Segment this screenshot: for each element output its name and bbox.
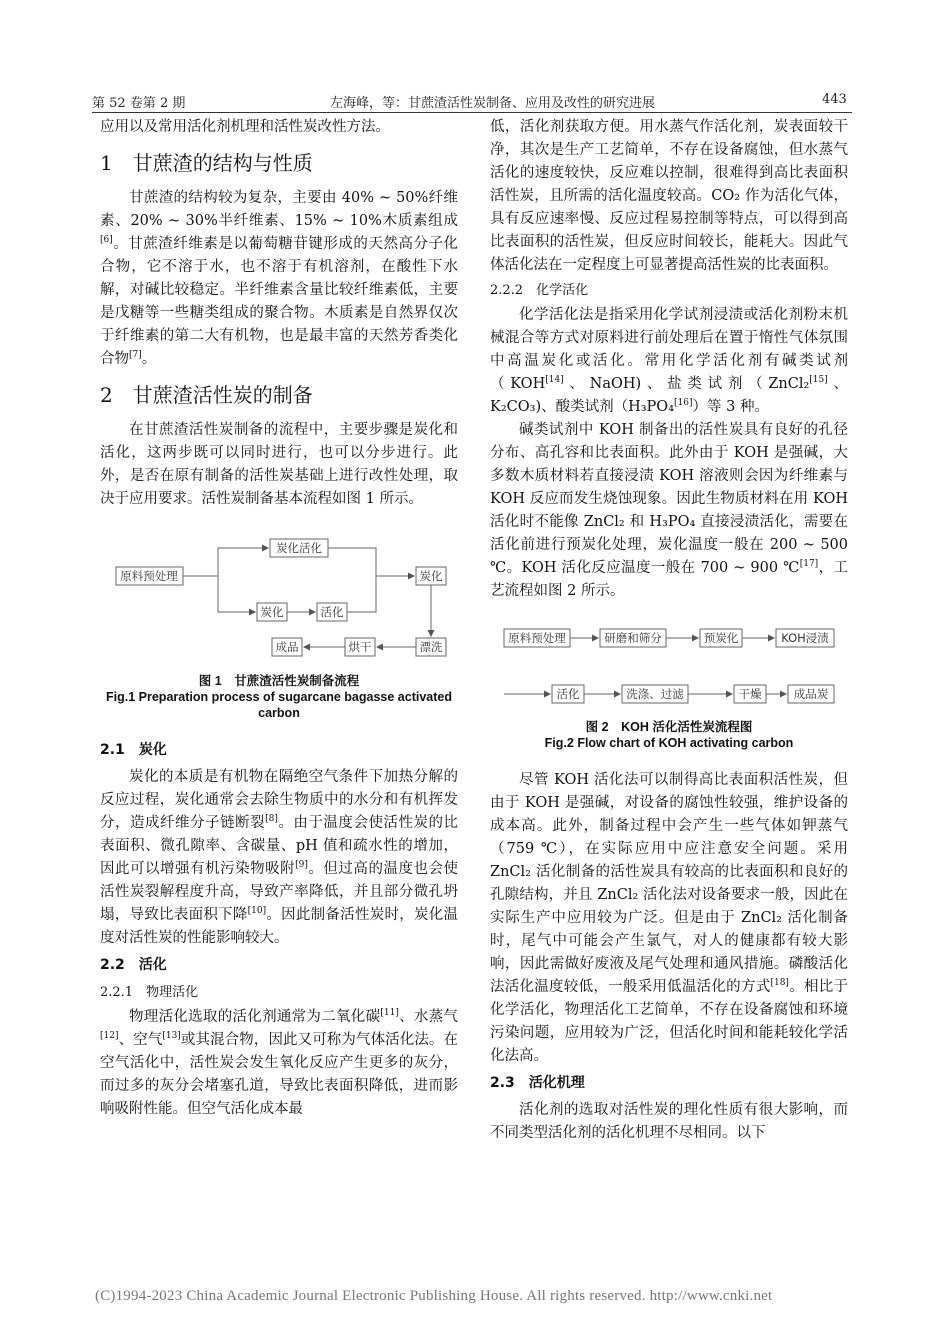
fig2-flowchart xyxy=(490,619,848,719)
right-column xyxy=(490,116,848,1145)
fig2-label-raw: 原料预处理 xyxy=(508,631,566,645)
section-2-2-1-title: 2.2.1 物理活化 xyxy=(100,985,199,1000)
fig2-label-act: 活化 xyxy=(556,687,580,701)
s2-paragraph: 在甘蔗渣活性炭制备的流程中，主要步骤是炭化和活化，这两步既可以同时进行，也可以分步进行。此外，是否在原有制备的活性炭基础上进行改性处理，取决于应用要求。活性炭制备基本流程如图 1 所示。 xyxy=(100,422,458,507)
s21-paragraph: 炭化的本质是有机物在隔绝空气条件下加热分解的反应过程，炭化通常会去除生物质中的水分和有机挥发分，造成纤维分子链断裂[8]。由于温度会使活性炭的比表面积、微孔隙率、含碳量、pH 值和疏水性的增加，因此可以增强有机污染物吸附[9]。但过高的温度也会使活性炭裂解程度升高，导致产率降低，并且部分微孔坍塌，导致比表面积下降[10]。因此制备活性炭时，炭化温度对活性炭的性能影响较大。 xyxy=(100,769,459,946)
fig2-label-precarb: 预炭化 xyxy=(703,631,739,645)
fig2-label-wash: 洗涤、过滤 xyxy=(626,687,684,701)
s1-paragraph: 甘蔗渣的结构较为复杂，主要由 40% ~ 50%纤维素、20% ~ 30%半纤维素、15% ~ 10%木质素组成[6]。甘蔗渣纤维素是以葡萄糖苷键形成的天然高分子化合物，它不溶于水，也不溶于有机溶剂，在酸性下水解，对碱比较稳定。半纤维素含量比较纤维素低，主要是戊糖等一些糖类组成的聚合物。木质素是自然界仅次于纤维素的第二大有机物，也是最丰富的天然芳香类化合物[7]。 xyxy=(100,190,458,367)
journal-info: 第 52 卷第 2 期 xyxy=(92,96,186,111)
running-title: 左海峰，等：甘蔗渣活性炭制备、应用及改性的研究进展 xyxy=(330,96,656,111)
section-2-3-title: 2.3 活化机理 xyxy=(490,1075,585,1091)
intro-line: 应用以及常用活化剂机理和活性炭改性方法。 xyxy=(100,119,390,135)
fig1-flowchart xyxy=(100,537,458,657)
fig1-caption-cn: 图 1 甘蔗渣活性炭制备流程 xyxy=(198,674,360,688)
s222-paragraph-1: 化学活化法是指采用化学试剂浸渍或活化剂粉末机械混合等方式对原料进行前处理后在置于惰性气体氛围中高温炭化或活化。常用化学活化剂有碱类试剂（KOH[14]、NaOH)、盐类试剂（ZnCl₂[15]、K₂CO₃)、酸类试剂（H₃PO₄[16]）等 3 种。 xyxy=(490,307,848,415)
fig2-label-prod: 成品炭 xyxy=(793,687,829,701)
fig2-label-dry: 干燥 xyxy=(738,687,762,701)
fig2-label-koh: KOH浸渍 xyxy=(781,631,829,645)
page-number: 443 xyxy=(822,92,847,107)
citation: [6] xyxy=(100,235,113,246)
fig2-label-grind: 研磨和筛分 xyxy=(604,631,662,645)
fig1-edge-coact-right xyxy=(328,548,376,576)
fig2-caption-en: Fig.2 Flow chart of KOH activating carbon xyxy=(544,736,794,750)
section-2-2-2-title: 2.2.2 化学活化 xyxy=(490,283,589,298)
fig1-label-act: 活化 xyxy=(320,605,344,619)
figure-1-diagram xyxy=(100,537,458,657)
fig1-label-carb2: 炭化 xyxy=(419,569,443,583)
section-2-1-title: 2.1 炭化 xyxy=(100,742,167,758)
fig1-label-coact: 炭化活化 xyxy=(276,541,322,555)
fig1-label-dry: 烘干 xyxy=(348,640,372,654)
citation: [7] xyxy=(129,350,142,361)
fig1-edge-act-right xyxy=(347,576,376,612)
fig1-label-carb1: 炭化 xyxy=(260,605,284,619)
s221-paragraph: 物理活化选取的活化剂通常为二氧化碳[11]、水蒸气[12]、空气[13]或其混合物，因此又可称为气体活化法。在空气活化中，活性炭会发生氧化反应产生更多的灰分，而过多的灰分会堵塞孔道，导致比表面积降低，进而影响吸附性能。但空气活化成本最 xyxy=(100,1008,459,1117)
s222-paragraph-3: 尽管 KOH 活化法可以制得高比表面积活性炭，但由于 KOH 是强碱，对设备的腐蚀性较强，维护设备的成本高。此外，制备过程中会产生一些气体如钾蒸气（759 ℃），在实际应用中应注意安全问题。采用 ZnCl₂ 活化制备的活性炭具有较高的比表面积和良好的孔隙结构，并且 ZnCl₂ 活化法对设备要求一般，因此在实际生产中应用较为广泛。但是由于 ZnCl₂ 活化制备时，尾气中可能会产生氯气，对人的健康都有较大影响，因此需做好废液及尾气处理和通风措施。磷酸活化法活化温度较低，一般采用低温活化的方式[18]。相比于化学活化，物理活化工艺简单，不存在设备腐蚀和环境污染问题，应用较为广泛，但活化时间和能耗较化学活化法高。 xyxy=(490,772,848,1064)
section-2-title: 2 甘蔗渣活性炭的制备 xyxy=(100,383,313,407)
fig1-label-prod: 成品 xyxy=(275,640,299,654)
r-continued-paragraph: 低，活化剂获取方便。用水蒸气作活化剂，炭表面较干净，其次是生产工艺简单，不存在设备腐蚀，但水蒸气活化的速度较快，反应难以控制，很难得到高比表面积活性炭，且所需的活化温度较高。CO₂ 作为活化气体，具有反应速率慢、反应过程易控制等特点，可以得到高比表面积的活性炭，但反应时间较长，能耗大。因此气体活化法在一定程度上可显著提高活性炭的比表面积。 xyxy=(490,119,848,273)
figure-2-diagram xyxy=(490,619,848,719)
fig1-caption-en: Fig.1 Preparation process of sugarcane bagasse activated carbon xyxy=(106,690,452,720)
header-rule xyxy=(92,112,852,113)
s23-paragraph: 活化剂的选取对活性炭的理化性质有很大影响，而不同类型活化剂的活化机理不尽相同。以下 xyxy=(490,1102,848,1141)
fig1-label-raw: 原料预处理 xyxy=(120,569,178,583)
fig1-label-wash: 漂洗 xyxy=(419,640,443,654)
copyright-footer: (C)1994-2023 China Academic Journal Electronic Publishing House. All rights reserved. http://www.cnki.net xyxy=(95,1288,773,1304)
left-column xyxy=(100,116,458,1121)
fig2-caption-cn: 图 2 KOH 活化活性炭流程图 xyxy=(585,720,753,734)
section-1-title: 1 甘蔗渣的结构与性质 xyxy=(100,151,313,175)
section-2-2-title: 2.2 活化 xyxy=(100,957,167,973)
s222-paragraph-2: 碱类试剂中 KOH 制备出的活性炭具有良好的孔径分布、高孔容和比表面积。此外由于 KOH 是强碱，大多数木质材料若直接浸渍 KOH 溶液则会因为纤维素与 KOH 反应而发生烧蚀现象。因此生物质材料在用 KOH 活化时不能像 ZnCl₂ 和 H₃PO₄ 直接浸渍活化，需要在活化前进行预炭化处理，炭化温度一般在 200 ~ 500 ℃。KOH 活化反应温度一般在 700 ~ 900 ℃[17]，工艺流程如图 2 所示。 xyxy=(490,422,848,599)
